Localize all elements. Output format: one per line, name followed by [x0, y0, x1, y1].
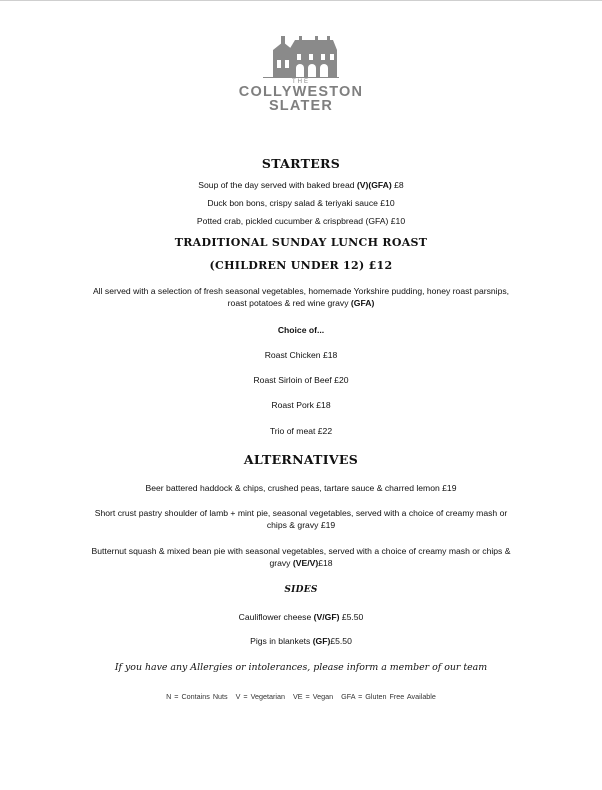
- roast-item: Roast Pork £18: [271, 400, 331, 410]
- roast-item: Roast Sirloin of Beef £20: [253, 375, 349, 385]
- dietary-legend: N = Contains Nuts V = Vegetarian VE = Vegan GFA = Gluten Free Available: [166, 692, 436, 701]
- roast-item: Roast Chicken £18: [264, 350, 338, 360]
- roast-heading: TRADITIONAL SUNDAY LUNCH ROAST: [174, 236, 428, 249]
- allergy-notice: If you have any Allergies or intolerances, please inform a member of our team: [114, 662, 488, 673]
- building-icon: [263, 36, 339, 78]
- logo-line1: COLLYWESTON: [238, 84, 364, 100]
- starters-heading: STARTERS: [261, 156, 341, 171]
- alternative-item: Butternut squash & mixed bean pie with seasonal vegetables, served with a choice of creamy mash or chips & gravy (VE/V)£18: [91, 546, 511, 568]
- logo: [0, 36, 602, 113]
- choice-label: Choice of...: [277, 325, 325, 335]
- roast-item: Trio of meat £22: [269, 426, 333, 436]
- alternative-item: Beer battered haddock & chips, crushed peas, tartare sauce & charred lemon £19: [145, 483, 457, 493]
- logo-the: THE: [292, 79, 310, 85]
- sides-heading: SIDES: [284, 585, 318, 595]
- roast-description: All served with a selection of fresh seasonal vegetables, homemade Yorkshire pudding, honey roast parsnips, roast potatoes & red wine gravy (GFA): [92, 286, 510, 308]
- side-item: Cauliflower cheese (V/GF) £5.50: [238, 612, 364, 622]
- logo-line2: SLATER: [268, 98, 334, 114]
- starter-item: Potted crab, pickled cucumber & crispbread (GFA) £10: [196, 216, 406, 226]
- side-item: Pigs in blankets (GF)£5.50: [250, 636, 352, 646]
- starter-item: Soup of the day served with baked bread (V)(GFA) £8: [198, 180, 404, 190]
- starter-item: Duck bon bons, crispy salad & teriyaki sauce £10: [207, 198, 395, 208]
- alternative-item: Short crust pastry shoulder of lamb + mint pie, seasonal vegetables, served with a choice of creamy mash or chips & gravy £19: [94, 508, 508, 530]
- roast-children-heading: (CHILDREN UNDER 12) £12: [209, 259, 393, 272]
- alternatives-heading: ALTERNATIVES: [243, 452, 359, 467]
